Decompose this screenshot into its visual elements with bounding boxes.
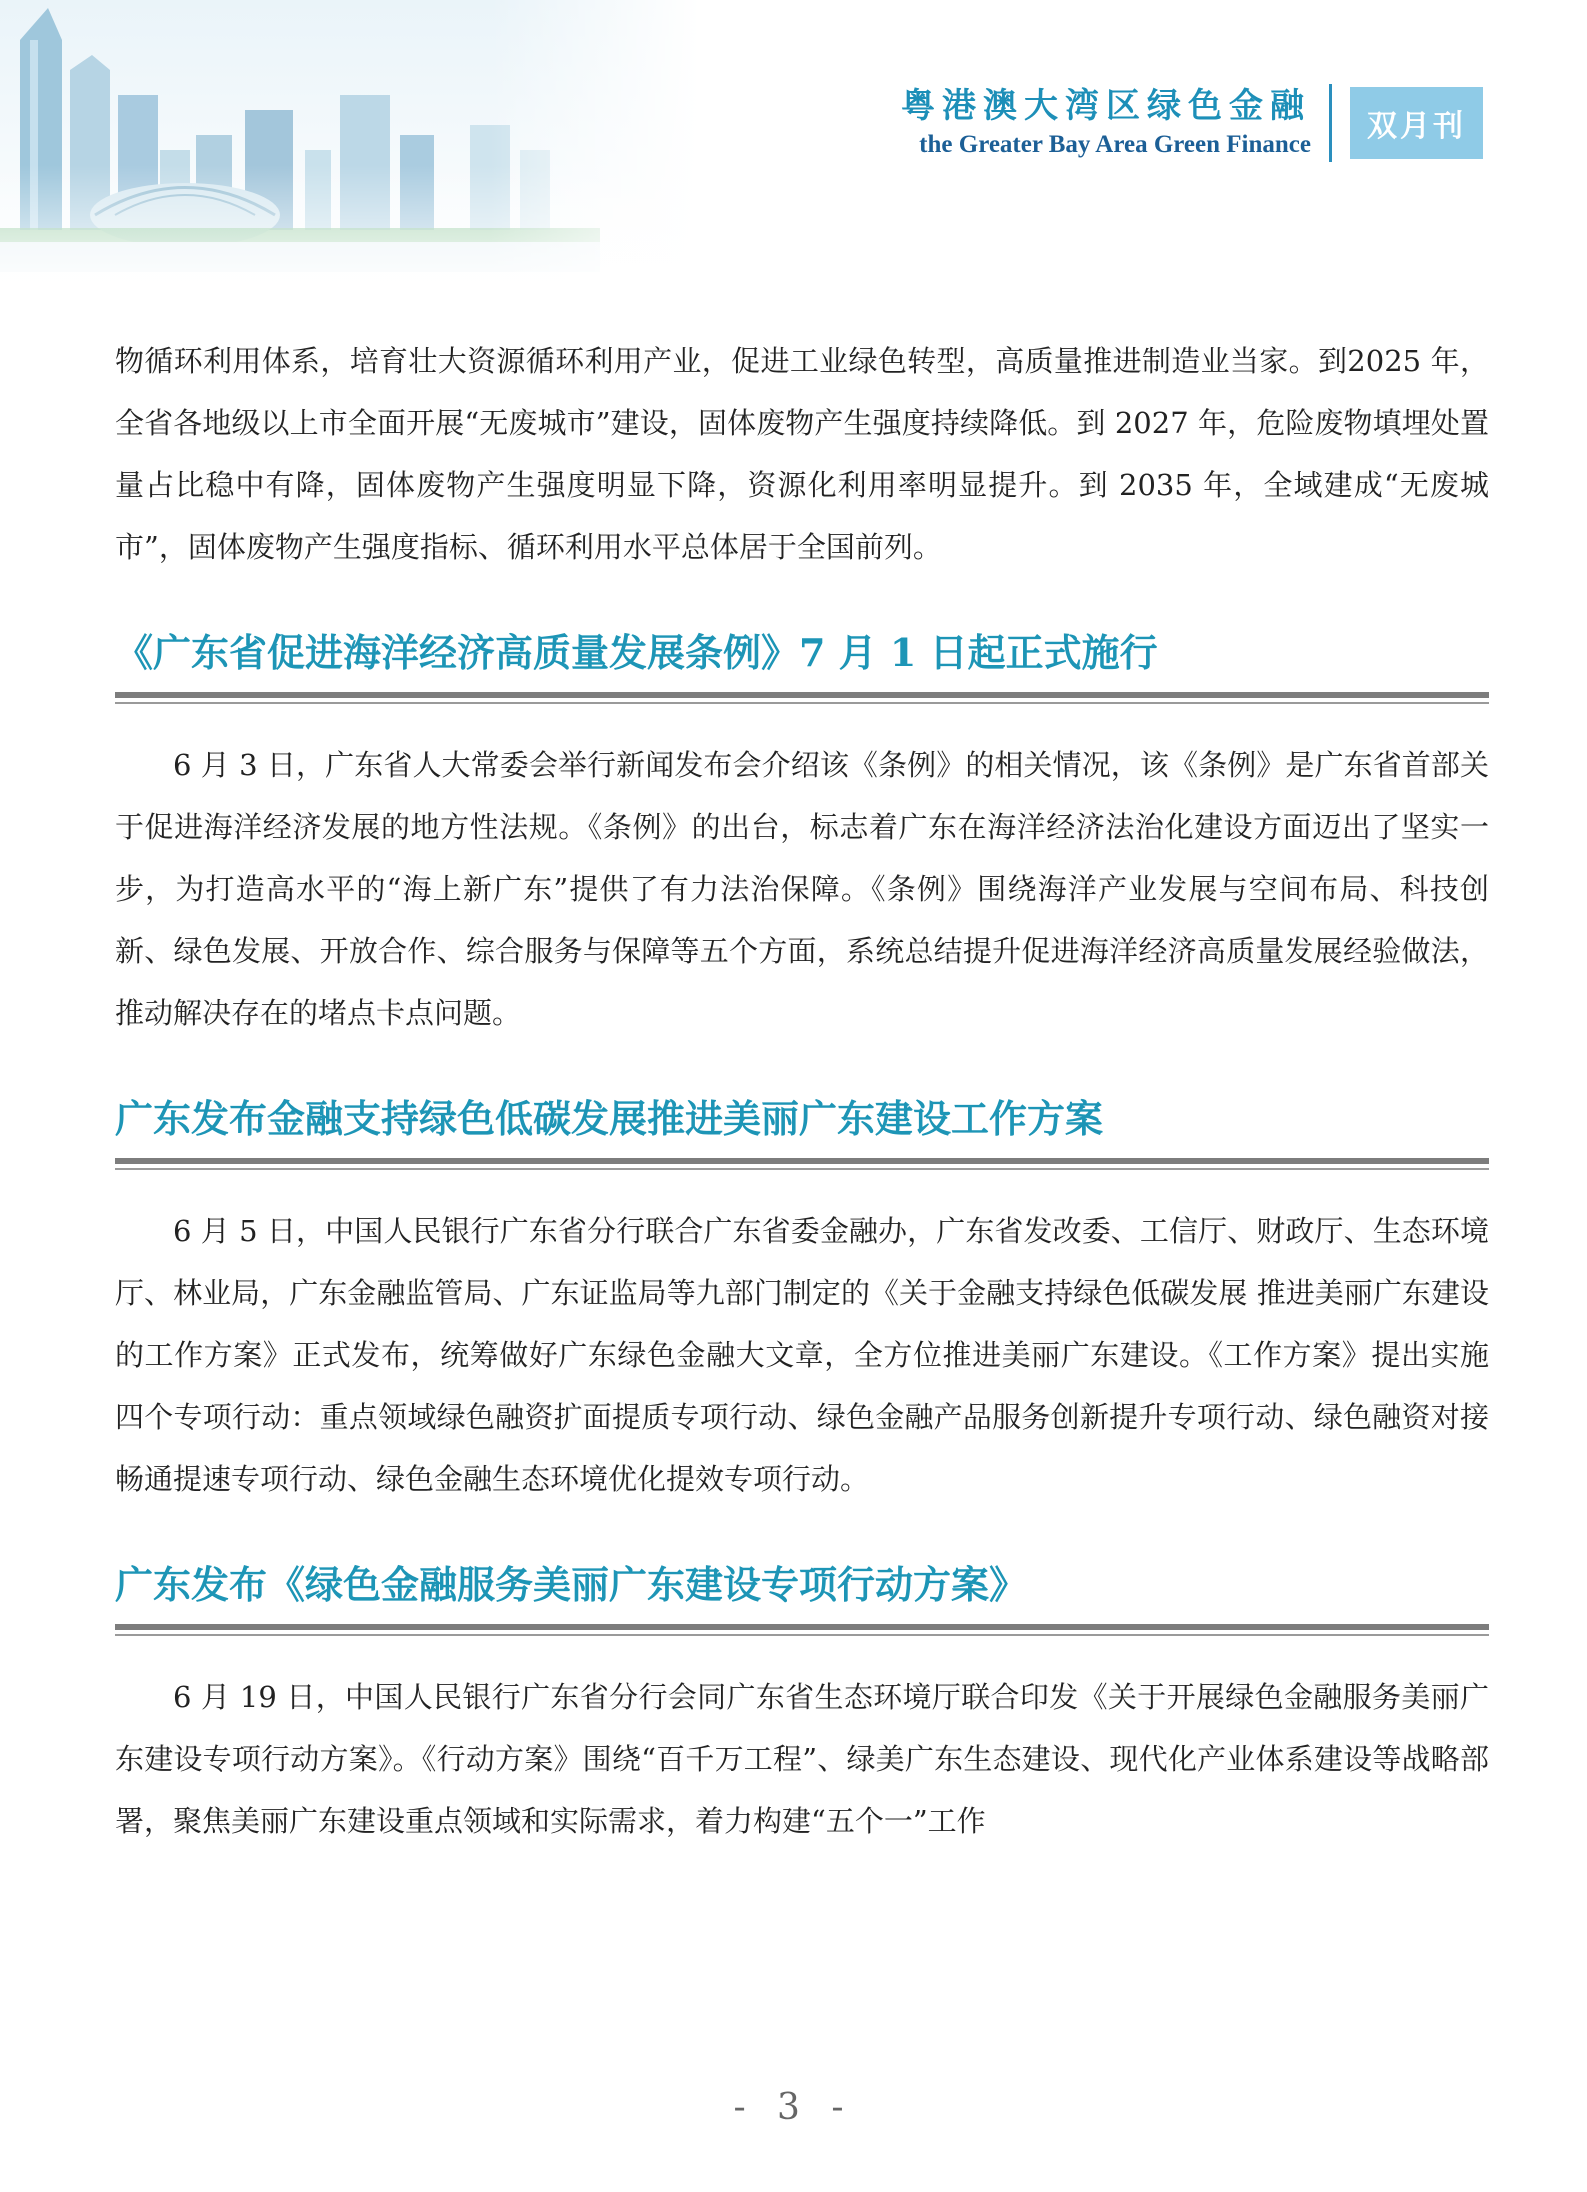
section-body: 6 月 3 日，广东省人大常委会举行新闻发布会介绍该《条例》的相关情况，该《条例》是广东省首部关于促进海洋经济发展的地方性法规。《条例》的出台，标志着广东在海洋经济法治化建设方面迈出了坚实一步，为打造高水平的“海上新广东”提供了有力法治保障。《条例》围绕海洋产业发展与空间布局、科技创新、绿色发展、开放合作、综合服务与保障等五个方面，系统总结提升促进海洋经济高质量发展经验做法，推动解决存在的堵点卡点问题。 xyxy=(115,748,1489,1030)
page-header xyxy=(0,0,1587,300)
page-number: - 3 - xyxy=(733,2087,854,2128)
section-body: 6 月 5 日，中国人民银行广东省分行联合广东省委金融办，广东省发改委、工信厅、财政厅、生态环境厅、林业局，广东金融监管局、广东证监局等九部门制定的《关于金融支持绿色低碳发展 推进美丽广东建设的工作方案》正式发布，统筹做好广东绿色金融大文章，全方位推进美丽广东建设。《工作方案》提出实施四个专项行动：重点领域绿色融资扩面提质专项行动、绿色金融产品服务创新提升专项行动、绿色融资对接畅通提速专项行动、绿色金融生态环境优化提效专项行动。 xyxy=(115,1214,1489,1496)
masthead-text xyxy=(901,84,1329,162)
masthead xyxy=(901,78,1483,168)
section-green-finance-action-plan xyxy=(115,1560,1489,1852)
masthead-title-cn: 粤港澳大湾区绿色金融 xyxy=(901,86,1311,126)
article-content xyxy=(115,330,1489,1852)
title-divider xyxy=(115,1158,1489,1170)
section-title: 《广东省促进海洋经济高质量发展条例》7 月 1 日起正式施行 xyxy=(115,630,1158,675)
intro-paragraph: 物循环利用体系，培育壮大资源循环利用产业，促进工业绿色转型，高质量推进制造业当家。到2025 年，全省各地级以上市全面开展“无废城市”建设，固体废物产生强度持续降低。到 2027 年，危险废物填埋处置量占比稳中有降，固体废物产生强度明显下降，资源化利用率明显提升。到 2035 年，全域建成“无废城市”，固体废物产生强度指标、循环利用水平总体居于全国前列。 xyxy=(115,344,1489,564)
title-divider xyxy=(115,692,1489,704)
publication-badge: 双月刊 xyxy=(1350,87,1483,159)
masthead-title-en: the Greater Bay Area Green Finance xyxy=(919,131,1311,158)
section-body: 6 月 19 日，中国人民银行广东省分行会同广东省生态环境厅联合印发《关于开展绿色金融服务美丽广东建设专项行动方案》。《行动方案》围绕“百千万工程”、绿美广东生态建设、现代化产业体系建设等战略部署，聚焦美丽广东建设重点领域和实际需求，着力构建“五个一”工作 xyxy=(115,1680,1489,1838)
section-title: 广东发布金融支持绿色低碳发展推进美丽广东建设工作方案 xyxy=(115,1096,1104,1141)
masthead-divider xyxy=(1329,84,1332,162)
title-divider xyxy=(115,1624,1489,1636)
section-title: 广东发布《绿色金融服务美丽广东建设专项行动方案》 xyxy=(115,1562,1028,1607)
section-green-lowcarbon-plan xyxy=(115,1094,1489,1510)
city-skyline-illustration xyxy=(0,0,700,300)
section-ocean-economy xyxy=(115,628,1489,1044)
